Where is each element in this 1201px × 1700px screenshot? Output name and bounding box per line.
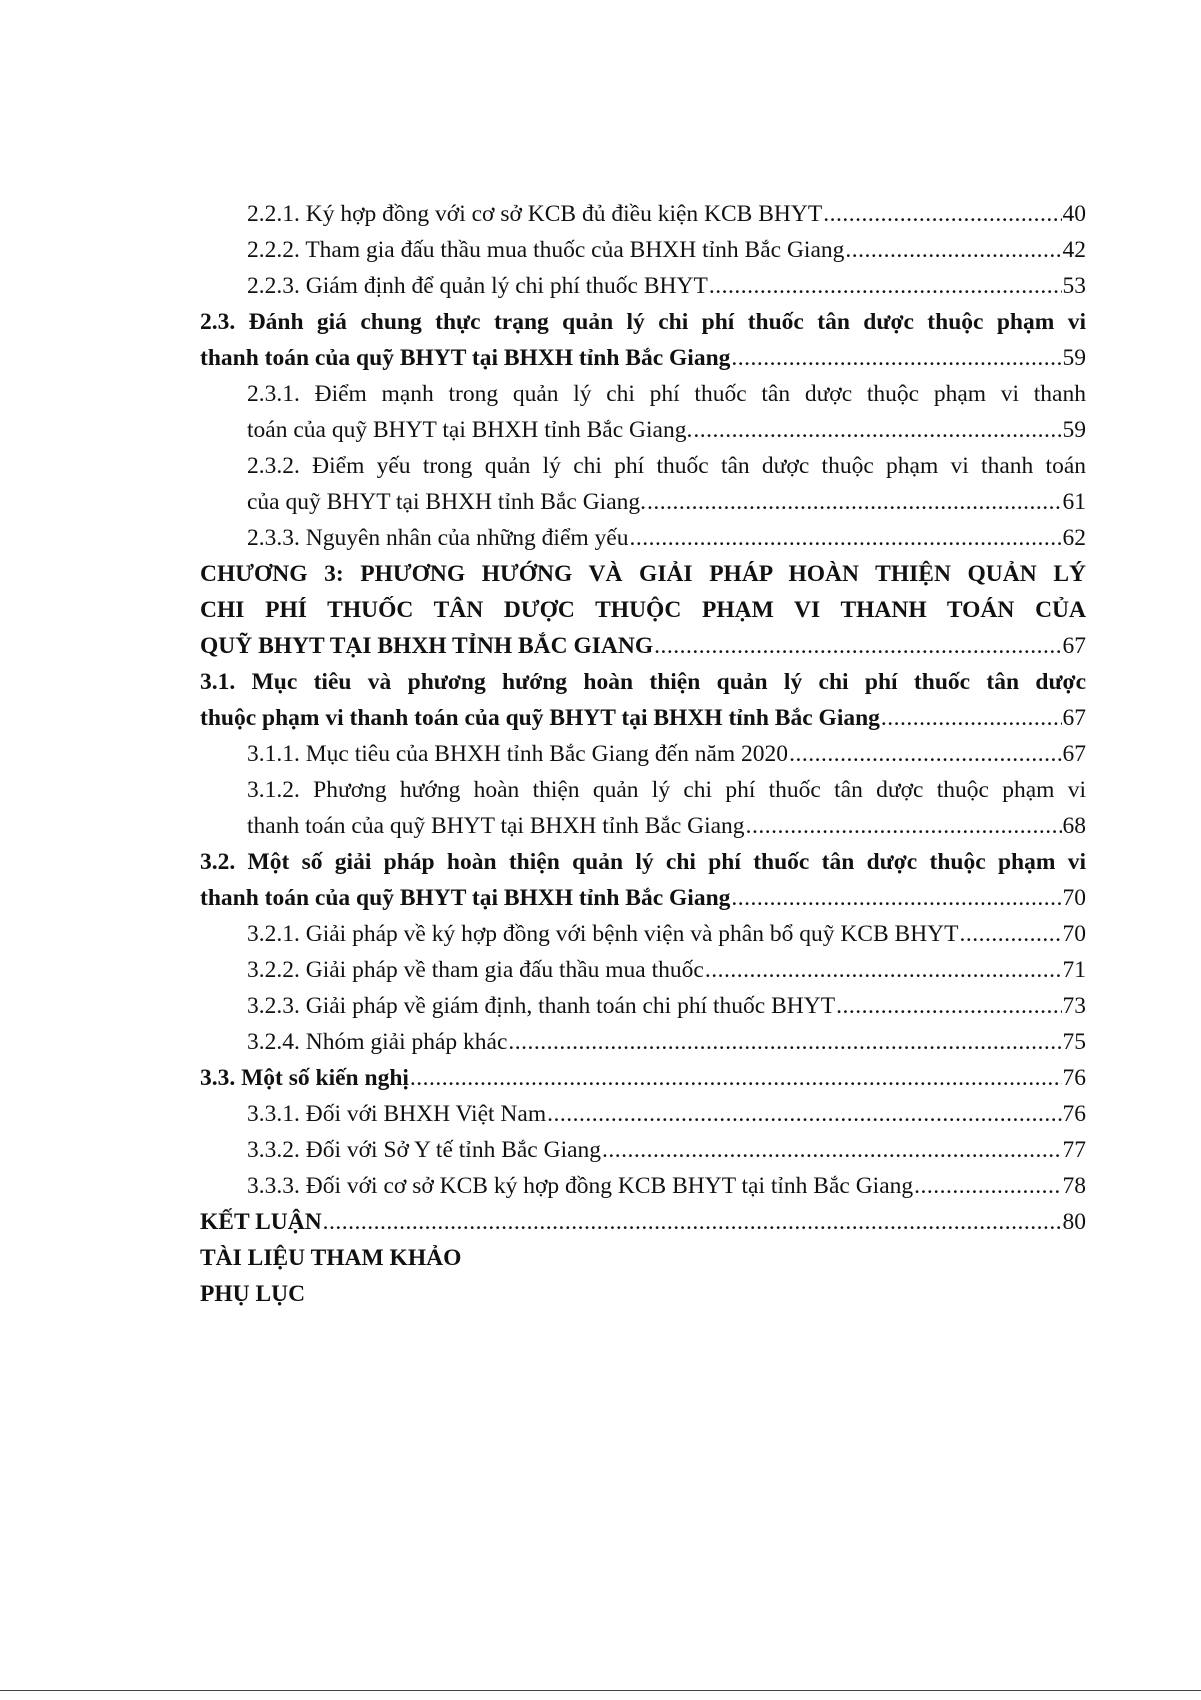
toc-entry-e333[interactable] (200, 1168, 1086, 1204)
toc-entry-e33[interactable] (200, 1060, 1086, 1096)
toc-entry-text: 2.2.3. Giám định để quản lý chi phí thuốc BHYT (247, 273, 708, 299)
toc-page-number: 59 (1062, 417, 1086, 443)
toc-entry-text: TÀI LIỆU THAM KHẢO (200, 1245, 462, 1271)
toc-entry-e324[interactable] (200, 1024, 1086, 1060)
toc-entry-text: thuộc phạm vi thanh toán của quỹ BHYT tại BHXH tỉnh Bắc Giang (200, 705, 880, 731)
toc-page-number: 62 (1062, 525, 1086, 551)
toc-entry-e332[interactable] (200, 1132, 1086, 1168)
toc-entry-text: 3.1.1. Mục tiêu của BHXH tỉnh Bắc Giang đến năm 2020 (247, 741, 789, 767)
toc-entry-text: KẾT LUẬN (200, 1209, 322, 1235)
toc-entry-text: 3.3.2. Đối với Sở Y tế tỉnh Bắc Giang (247, 1137, 602, 1163)
toc-entry-text: 2.2.1. Ký hợp đồng với cơ sở KCB đủ điều kiện KCB BHYT (247, 201, 823, 227)
toc-entry-e321[interactable] (200, 916, 1086, 952)
toc-entry-text: thanh toán của quỹ BHYT tại BHXH tỉnh Bắc Giang (200, 885, 731, 911)
toc-entry-text: 2.3.2. Điểm yếu trong quản lý chi phí thuốc tân dược thuộc phạm vi thanh toán (247, 453, 1086, 479)
toc-page-number: 80 (1062, 1209, 1086, 1235)
toc-entry-text: QUỸ BHYT TẠI BHXH TỈNH BẮC GIANG (200, 633, 654, 659)
toc-entry-text: 3.2.1. Giải pháp về ký hợp đồng với bệnh viện và phân bổ quỹ KCB BHYT (247, 921, 959, 947)
toc-entry-e312[interactable] (200, 772, 1086, 844)
toc-entry-e331[interactable] (200, 1096, 1086, 1132)
dot-leader (746, 808, 1062, 844)
toc-entry-text: 3.1.2. Phương hướng hoàn thiện quản lý chi phí thuốc tân dược thuộc phạm vi (247, 777, 1086, 803)
dot-leader (602, 1132, 1061, 1168)
dot-leader (914, 1168, 1061, 1204)
toc-entry-text: 2.3.1. Điểm mạnh trong quản lý chi phí thuốc tân dược thuộc phạm vi thanh (247, 381, 1086, 407)
toc-entry-e231[interactable] (200, 376, 1086, 448)
table-of-contents (200, 196, 1086, 1312)
dot-leader (693, 412, 1061, 448)
toc-entry-e222[interactable] (200, 232, 1086, 268)
toc-entry-text: 3.3.3. Đối với cơ sở KCB ký hợp đồng KCB BHYT tại tỉnh Bắc Giang (247, 1173, 914, 1199)
dot-leader (647, 484, 1061, 520)
toc-entry-e232[interactable] (200, 448, 1086, 520)
toc-entry-text: 3.1. Mục tiêu và phương hướng hoàn thiện quản lý chi phí thuốc tân dược (200, 669, 1086, 695)
dot-leader (823, 196, 1061, 232)
toc-page-number: 73 (1062, 993, 1086, 1019)
toc-entry-tltk[interactable] (200, 1240, 1086, 1276)
toc-page-number: 70 (1062, 921, 1086, 947)
toc-entry-text: CHI PHÍ THUỐC TÂN DƯỢC THUỘC PHẠM VI THANH TOÁN CỦA (200, 597, 1086, 623)
toc-page-number: 40 (1062, 201, 1086, 227)
toc-page-number: 67 (1062, 705, 1086, 731)
dot-leader (547, 1096, 1061, 1132)
toc-page-number: 77 (1062, 1137, 1086, 1163)
toc-entry-e221[interactable] (200, 196, 1086, 232)
dot-leader (845, 232, 1061, 268)
toc-page-number: 76 (1062, 1101, 1086, 1127)
dot-leader (731, 880, 1061, 916)
dot-leader (654, 628, 1061, 664)
toc-page-number: 76 (1062, 1065, 1086, 1091)
toc-page-number: 71 (1062, 957, 1086, 983)
toc-entry-text: 3.2.3. Giải pháp về giám định, thanh toán chi phí thuốc BHYT (247, 993, 836, 1019)
toc-entry-e223[interactable] (200, 268, 1086, 304)
toc-entry-text: của quỹ BHYT tại BHXH tỉnh Bắc Giang. (247, 489, 647, 515)
dot-leader (705, 952, 1062, 988)
dot-leader (731, 340, 1061, 376)
toc-entry-e31[interactable] (200, 664, 1086, 736)
toc-entry-text: PHỤ LỤC (200, 1281, 306, 1307)
dot-leader (508, 1024, 1061, 1060)
dot-leader (323, 1204, 1062, 1240)
dot-leader (836, 988, 1061, 1024)
toc-entry-text: 3.3.1. Đối với BHXH Việt Nam (247, 1101, 547, 1127)
toc-entry-text: thanh toán của quỹ BHYT tại BHXH tỉnh Bắc Giang (247, 813, 745, 839)
toc-page-number: 59 (1062, 345, 1086, 371)
toc-entry-e311[interactable] (200, 736, 1086, 772)
toc-entry-e32[interactable] (200, 844, 1086, 916)
toc-entry-e323[interactable] (200, 988, 1086, 1024)
toc-page-number: 70 (1062, 885, 1086, 911)
toc-page-number: 53 (1062, 273, 1086, 299)
toc-page-number: 67 (1062, 633, 1086, 659)
dot-leader (629, 520, 1061, 556)
toc-page-number: 61 (1062, 489, 1086, 515)
dot-leader (709, 268, 1062, 304)
toc-entry-text: thanh toán của quỹ BHYT tại BHXH tỉnh Bắc Giang (200, 345, 731, 371)
toc-page-number: 75 (1062, 1029, 1086, 1055)
toc-entry-c3[interactable] (200, 556, 1086, 664)
toc-page-number: 78 (1062, 1173, 1086, 1199)
toc-entry-text: 2.3.3. Nguyên nhân của những điểm yếu (247, 525, 629, 551)
toc-page-number: 42 (1062, 237, 1086, 263)
toc-entry-kl[interactable] (200, 1204, 1086, 1240)
dot-leader (881, 700, 1062, 736)
toc-entry-text: 2.3. Đánh giá chung thực trạng quản lý chi phí thuốc tân dược thuộc phạm vi (200, 309, 1086, 335)
toc-entry-text: 3.2.2. Giải pháp về tham gia đấu thầu mua thuốc (247, 957, 704, 983)
toc-entry-e322[interactable] (200, 952, 1086, 988)
toc-entry-text: 2.2.2. Tham gia đấu thầu mua thuốc của BHXH tỉnh Bắc Giang (247, 237, 845, 263)
toc-entry-text: 3.2. Một số giải pháp hoàn thiện quản lý chi phí thuốc tân dược thuộc phạm vi (200, 849, 1086, 875)
toc-entry-text: 3.3. Một số kiến nghị (200, 1065, 409, 1091)
toc-entry-e23[interactable] (200, 304, 1086, 376)
toc-entry-text: 3.2.4. Nhóm giải pháp khác (247, 1029, 508, 1055)
dot-leader (789, 736, 1061, 772)
toc-page-number: 67 (1062, 741, 1086, 767)
dot-leader (960, 916, 1062, 952)
dot-leader (410, 1060, 1062, 1096)
toc-entry-e233[interactable] (200, 520, 1086, 556)
toc-entry-text: CHƯƠNG 3: PHƯƠNG HƯỚNG VÀ GIẢI PHÁP HOÀN THIỆN QUẢN LÝ (200, 561, 1086, 587)
toc-page-number: 68 (1062, 813, 1086, 839)
toc-entry-text: toán của quỹ BHYT tại BHXH tỉnh Bắc Giang. (247, 417, 693, 443)
toc-entry-pl[interactable] (200, 1276, 1086, 1312)
